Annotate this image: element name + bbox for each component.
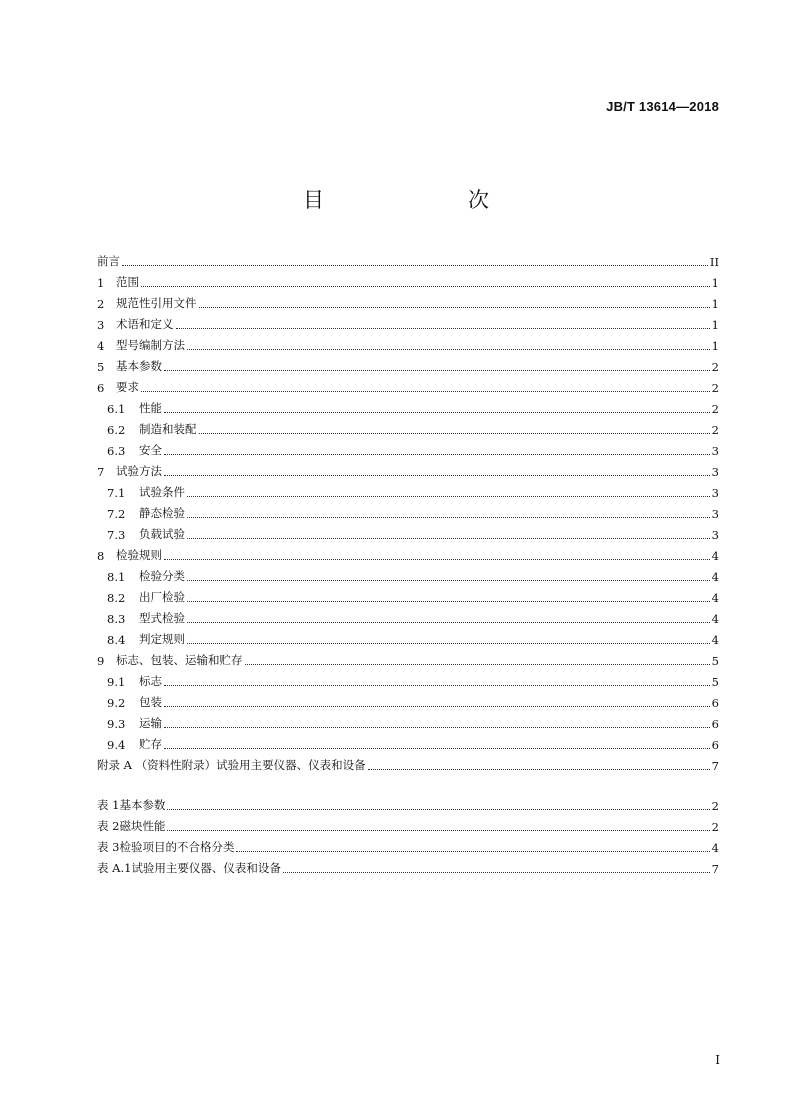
- toc-entry-number: 2: [97, 297, 105, 311]
- toc-entry-number: 表 3: [97, 840, 120, 854]
- toc-entry-number: 8.1: [107, 570, 126, 584]
- toc-entry[interactable]: [97, 332, 719, 353]
- toc-entry-label: 制造和装配: [139, 422, 197, 436]
- toc-entry-number: 8: [97, 549, 105, 563]
- table-of-contents: [97, 248, 719, 876]
- toc-entry-number: 9.3: [107, 717, 126, 731]
- toc-entry-page: 3: [711, 528, 719, 542]
- toc-leader-dots: [368, 769, 710, 770]
- toc-leader-dots: [164, 412, 710, 413]
- toc-leader-dots: [187, 643, 710, 644]
- toc-entry-page: 3: [711, 444, 719, 458]
- toc-entry[interactable]: [97, 437, 719, 458]
- toc-entry-number: 表 1: [97, 798, 120, 812]
- toc-entry-page: 2: [711, 402, 719, 416]
- toc-entry-page: 2: [711, 423, 719, 437]
- toc-entry-number: 8.3: [107, 612, 126, 626]
- toc-leader-dots: [164, 727, 710, 728]
- toc-entry-label: 试验用主要仪器、仪表和设备: [216, 758, 366, 772]
- toc-entry-label: 检验规则: [116, 548, 162, 562]
- toc-entry-number: 6.2: [107, 423, 126, 437]
- toc-entry-page: 4: [711, 841, 719, 855]
- toc-entry[interactable]: [97, 416, 719, 437]
- toc-leader-dots: [187, 601, 710, 602]
- toc-entry[interactable]: [97, 647, 719, 668]
- toc-entry-label: 试验条件: [139, 485, 185, 499]
- toc-entry-label: 前言: [97, 254, 120, 268]
- toc-entry-label: 基本参数: [119, 798, 166, 812]
- toc-table-list: [97, 792, 719, 876]
- toc-entry-number: 8.2: [107, 591, 126, 605]
- toc-entry-page: 2: [711, 799, 719, 813]
- toc-entry[interactable]: [97, 500, 719, 521]
- toc-entry-label: 检验分类: [139, 569, 185, 583]
- toc-entry-page: 1: [711, 339, 719, 353]
- toc-entry-number: 9.1: [107, 675, 126, 689]
- toc-entry[interactable]: [97, 626, 719, 647]
- toc-entry-label: 静态检验: [139, 506, 185, 520]
- toc-entry-page: 6: [711, 696, 719, 710]
- toc-entry-label: 型号编制方法: [116, 338, 185, 352]
- toc-entry-number: 6.1: [107, 402, 126, 416]
- toc-entry-number: 3: [97, 318, 105, 332]
- toc-entry-page: 2: [711, 381, 719, 395]
- toc-entry[interactable]: [97, 563, 719, 584]
- toc-entry-page: 3: [711, 507, 719, 521]
- toc-entry[interactable]: [97, 248, 719, 269]
- toc-entry-label: 负载试验: [139, 527, 185, 541]
- toc-leader-dots: [164, 370, 710, 371]
- toc-leader-dots: [164, 706, 710, 707]
- toc-entry[interactable]: [97, 834, 719, 855]
- toc-entry-number: 7: [97, 465, 105, 479]
- toc-entry-page: 4: [711, 591, 719, 605]
- toc-entry-page: 4: [711, 549, 719, 563]
- toc-leader-dots: [164, 475, 710, 476]
- toc-leader-dots: [187, 622, 710, 623]
- toc-entry[interactable]: [97, 731, 719, 752]
- toc-leader-dots: [164, 685, 710, 686]
- toc-entry-number: 7.2: [107, 507, 126, 521]
- toc-entry-label: 出厂检验: [139, 590, 185, 604]
- toc-entry-label: 基本参数: [116, 359, 162, 373]
- toc-entry-page: 5: [711, 675, 719, 689]
- toc-entry[interactable]: [97, 374, 719, 395]
- toc-entry-page: II: [709, 255, 719, 269]
- toc-entry-page: 7: [711, 862, 719, 876]
- toc-entry[interactable]: [97, 521, 719, 542]
- toc-leader-dots: [167, 809, 709, 810]
- page-number: I: [715, 1053, 720, 1067]
- toc-entry-page: 2: [711, 820, 719, 834]
- toc-entry-appendix-a[interactable]: [97, 752, 719, 773]
- toc-leader-dots: [245, 664, 710, 665]
- toc-entry-label: 规范性引用文件: [116, 296, 197, 310]
- toc-entry-number: 9: [97, 654, 105, 668]
- toc-leader-dots: [141, 391, 710, 392]
- toc-entry-label: 术语和定义: [116, 317, 174, 331]
- toc-leader-dots: [187, 580, 710, 581]
- toc-leader-dots: [187, 349, 710, 350]
- toc-entry-number: 6: [97, 381, 105, 395]
- toc-entry-label: 磁块性能: [119, 819, 166, 833]
- toc-entry-page: 4: [711, 612, 719, 626]
- toc-entry-page: 3: [711, 465, 719, 479]
- toc-entry[interactable]: [97, 668, 719, 689]
- toc-entry-number: 9.2: [107, 696, 126, 710]
- toc-leader-dots: [122, 265, 708, 266]
- toc-entry-number: 4: [97, 339, 105, 353]
- toc-spacer: [97, 773, 719, 792]
- toc-entry-number: 7.1: [107, 486, 126, 500]
- toc-entry-label: 试验方法: [116, 464, 162, 478]
- toc-entry-number: 7.3: [107, 528, 126, 542]
- toc-leader-dots: [199, 433, 710, 434]
- toc-entry-label: 范围: [116, 275, 139, 289]
- toc-entry[interactable]: [97, 605, 719, 626]
- toc-entry-page: 3: [711, 486, 719, 500]
- toc-entry-page: 6: [711, 717, 719, 731]
- toc-entry-number: 8.4: [107, 633, 126, 647]
- toc-entry[interactable]: [97, 458, 719, 479]
- toc-entry-number: 附录 A （资料性附录）: [97, 758, 217, 772]
- toc-entry[interactable]: [97, 479, 719, 500]
- toc-entry[interactable]: [97, 855, 719, 876]
- toc-entry-page: 7: [711, 759, 719, 773]
- toc-entry[interactable]: [97, 395, 719, 416]
- toc-entry-page: 5: [711, 654, 719, 668]
- toc-leader-dots: [283, 872, 710, 873]
- toc-entry[interactable]: [97, 353, 719, 374]
- toc-entry-label: 安全: [139, 443, 162, 457]
- toc-entry-page: 4: [711, 633, 719, 647]
- toc-leader-dots: [187, 517, 710, 518]
- toc-entry-page: 4: [711, 570, 719, 584]
- toc-entry-number: 6.3: [107, 444, 126, 458]
- toc-leader-dots: [176, 328, 710, 329]
- toc-entry-number: 9.4: [107, 738, 126, 752]
- toc-entry[interactable]: [97, 269, 719, 290]
- toc-entry-page: 2: [711, 360, 719, 374]
- toc-entry[interactable]: [97, 792, 719, 813]
- toc-entry-number: 表 A.1: [97, 861, 132, 875]
- toc-entry[interactable]: [97, 710, 719, 731]
- toc-leader-dots: [164, 748, 710, 749]
- toc-leader-dots: [199, 307, 710, 308]
- toc-entry[interactable]: [97, 290, 719, 311]
- toc-entry-label: 贮存: [139, 737, 162, 751]
- toc-entry[interactable]: [97, 813, 719, 834]
- toc-leader-dots: [236, 851, 709, 852]
- toc-entry-page: 1: [711, 297, 719, 311]
- toc-entry-label: 包装: [139, 695, 162, 709]
- toc-entry-number: 5: [97, 360, 105, 374]
- toc-main-list: [97, 248, 719, 752]
- toc-leader-dots: [141, 286, 710, 287]
- toc-entry-label: 要求: [116, 380, 139, 394]
- toc-entry-number: 1: [97, 276, 105, 290]
- toc-entry-number: 表 2: [97, 819, 120, 833]
- toc-entry-label: 性能: [139, 401, 162, 415]
- toc-leader-dots: [187, 496, 710, 497]
- toc-leader-dots: [164, 454, 710, 455]
- toc-entry[interactable]: [97, 689, 719, 710]
- toc-entry[interactable]: [97, 542, 719, 563]
- toc-leader-dots: [167, 830, 709, 831]
- toc-entry-page: 6: [711, 738, 719, 752]
- toc-entry[interactable]: [97, 584, 719, 605]
- toc-entry-label: 标志、包装、运输和贮存: [116, 653, 243, 667]
- toc-entry-label: 型式检验: [139, 611, 185, 625]
- toc-entry-label: 试验用主要仪器、仪表和设备: [131, 861, 281, 875]
- toc-leader-dots: [164, 559, 710, 560]
- toc-entry-page: 1: [711, 276, 719, 290]
- toc-entry-label: 判定规则: [139, 632, 185, 646]
- toc-entry-label: 标志: [139, 674, 162, 688]
- toc-entry-label: 检验项目的不合格分类: [119, 840, 235, 854]
- page-title: 目 次: [303, 188, 523, 212]
- toc-entry-page: 1: [711, 318, 719, 332]
- standard-code: JB/T 13614—2018: [606, 99, 719, 114]
- toc-leader-dots: [187, 538, 710, 539]
- toc-entry-label: 运输: [139, 716, 162, 730]
- toc-entry[interactable]: [97, 311, 719, 332]
